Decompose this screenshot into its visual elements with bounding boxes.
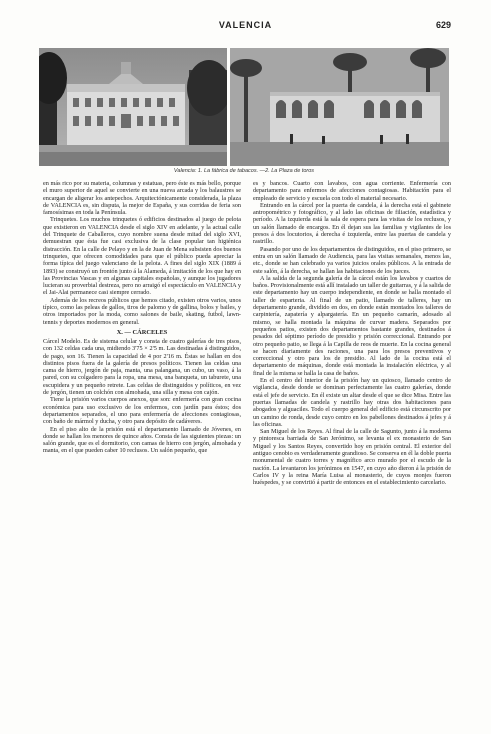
paragraph: en más rico por su materia, columnas y estatuas, pero éste es más bello, porque el muro superior de aquel se convierte en una nueva arcada y los balaustres se encargan de aligerar los antepechos. Arquitectónicamente considerada, la plaza de VALENCIA es, sin disputa, la mejor de España, y sus corridas de feria son famosísimas en toda la Península.: [43, 180, 241, 217]
section-heading: X. — CÁRCELES: [116, 328, 168, 336]
paragraph: A la salida de la segunda galería de la cárcel están los lavabos y cuartos de baños. Provisionalmente está allí instalado un taller de guitarras, y á la salida de este departamento hay un cuerpo independiente, en donde se halla montado el taller de esparteria. Al final de un patio, llamado de talleres, hay un departamento grande, dividido en dos, en donde están montados los talleres de carpintería, zapatería y alpargatería. En un pequeño camarín, adosado al mismo, se halla montada la máquina de curvar madera. Separados por pequeños patios, existen dos departamentos bastante grandes, destinados á pesados del séptimo período de presidio y prisión correccional. Entrando por otro pequeño patio, se llega á la Capilla de reos de muerte. En la cocina general se hacen diariamente des raciones, una para los presos preventivos y correccional y otro para los de presidio. Al lado de la cocina está el departamento de máquinas, donde está montada la instalación eléctrica, y al final de la misma se halla la casa de baños.: [253, 274, 451, 377]
figure-caption: Valencia: 1. La fábrica de tabacos. —2. La Plaza de toros: [173, 168, 315, 174]
paragraph: Entrando en la cárcel por la puerta de candela, á la derecha está el gabinete antropométrico y fotográfico, y al lado las oficinas de filiación, estadística y período. A la izquierda está la sala de espera para las visitas de los reclusos, y un salón llamado de encargos. En él dejan sus las familias y vigilantes de los presos á dos locutorios, á derecha é izquierda, entre las puertas de candela y rastrillo.: [253, 201, 451, 246]
photo-tobacco-factory: [39, 48, 227, 166]
paragraph: Cárcel Modelo. Es de sistema celular y consta de cuatro galerías de tres pisos, con 132 celdas cada una, midiendo 3'75 × 2'5 m. Las destinadas á distinguidos, de pago, son 16. Tienen la capacidad de 4 por 2'16 m. Éstas se hallan en dos distintos pisos fuera de la galería de presos políticos. Tienen las celdas una cama de hierro, jergón de paja, manta, una palangana, un cubo, un vaso, á la pared, con su colgadero para la ropa, una mesa, una banqueta, un taburete, una escupidera y un pequeño retrete. Las celdas de distinguidos y políticos, en vez de jergón, tienen un colchón con almohada, una silla y mesa con cajón.: [43, 337, 241, 397]
paragraph: Además de los recreos públicos que hemos citado, existen otros varios, unos típico, como las peleas de gallos, tiros de palomo y de gallina, bolos y bailes, y otros importados por la moda, como salones de baile, skating, futbol, lawn-tennis y deportes modernos en general.: [43, 296, 241, 326]
photo-pair: [39, 48, 449, 166]
paragraph: Pasando por uno de los departamentos de distinguidos, en el piso primero, se entra en un salón llamado de Audiencia, para las visitas semanales, menos las, etc., donde se han celebrado ya varios juicios orales públicos. A la entrada de este salón, á la derecha, se hallan las habitaciones de los jueces.: [253, 245, 451, 275]
left-column: [43, 180, 241, 725]
paragraph: En el piso alto de la prisión está el departamento llamado de Jóvenes, en donde se hallan los menores de quince años. Consta de las siguientes piezas: un salón grande, que es el dormitorio, con camas de hierro con jergón, almohada y manta, en el que pueden caber 10 reclusos. Un salón pequeño, que: [43, 425, 241, 455]
running-header: [40, 20, 451, 36]
page-number: 629: [435, 20, 451, 30]
paragraph: Trinquetes. Los muchos trinquetes ó edificios destinados al juego de pelota que existieron en VALENCIA desde el siglo XIV en adelante, y la actual calle del Trinquete de Caballeros, cuyo nombre suena desde mitad del siglo XVI, demuestran que ésta fue casi exclusiva de la clase popular tan higiénica distracción. En la calle de Pelayo y en la de Juan de Mena subsisten dos buenos trinquetes, que ofrecen comodidades para que el público pueda apreciar la forma típica del juego valenciano de la pelota. A fines del siglo XIX (1889 á 1893) se construyó un frontón junto á la Alameda, á imitación de los que hay en las Provincias Vascas y en algunas capitales españolas, y aunque los jugadores lucieran su proverbial destreza, pero no arraigó el espectáculo en VALENCIA y el Jai-Alai permanece casi siempre cerrado.: [43, 216, 241, 297]
text-columns: [43, 180, 453, 725]
paragraph: es y bancos. Cuarto con lavabos, con agua corriente. Enfermería con departamento para enfermos de afecciones contagiosas. Habitación para el empleado de servicio y escuela con todo el material necesario.: [253, 180, 451, 202]
right-column: [253, 180, 451, 725]
paragraph: San Miguel de los Reyes. Al final de la calle de Sagunto, junto á la moderna y pintoresca barriada de San Jerónimo, se levanta el ex monasterio de San Miguel y los Santos Reyes, convertido hoy en prisión central. El exterior del antiguo cenobio es verdaderamente grandioso. Se conserva en él la doble puerta monumental de cuatro torres y magnífico arco murado por el escudo de la nación. La levantaron los jerónimos en 1547, en cuyo año dieron á la prisión de Carlos IV y la reina María Luisa al monasterio, de cuyos monjes fueron huéspedes, y se convirtió á partir de entonces en el establecimiento carcelario.: [253, 428, 451, 487]
header-title: VALENCIA: [218, 20, 273, 30]
photo-bullring: [230, 48, 449, 166]
paragraph: Tiene la prisión varios cuerpos anexos, que son: enfermería con gran cocina económica para uso exclusivo de los enfermos, con jardín para éstos; dos departamentos separados, el uno para enfermería de afecciones contagiosas, con baño de mármol y ducha, y otro para depósito de cadáveres.: [43, 396, 241, 426]
paragraph: En el centro del interior de la prisión hay un quiosco, llamado centro de vigilancia, desde donde se dominan perfectamente las cuatro galerías, donde está el jefe de servicio. En él existe un altar desde el que se dice Misa. Entre las puertas llamadas de candela y rastrillo hay otras dos habitaciones para abogados y alguaciles. Todo el cuerpo general del edificio está circunscrito por un camino de ronda, desde cuyo centro en los pabellones destinados á jefes y á las oficinas.: [253, 377, 451, 428]
